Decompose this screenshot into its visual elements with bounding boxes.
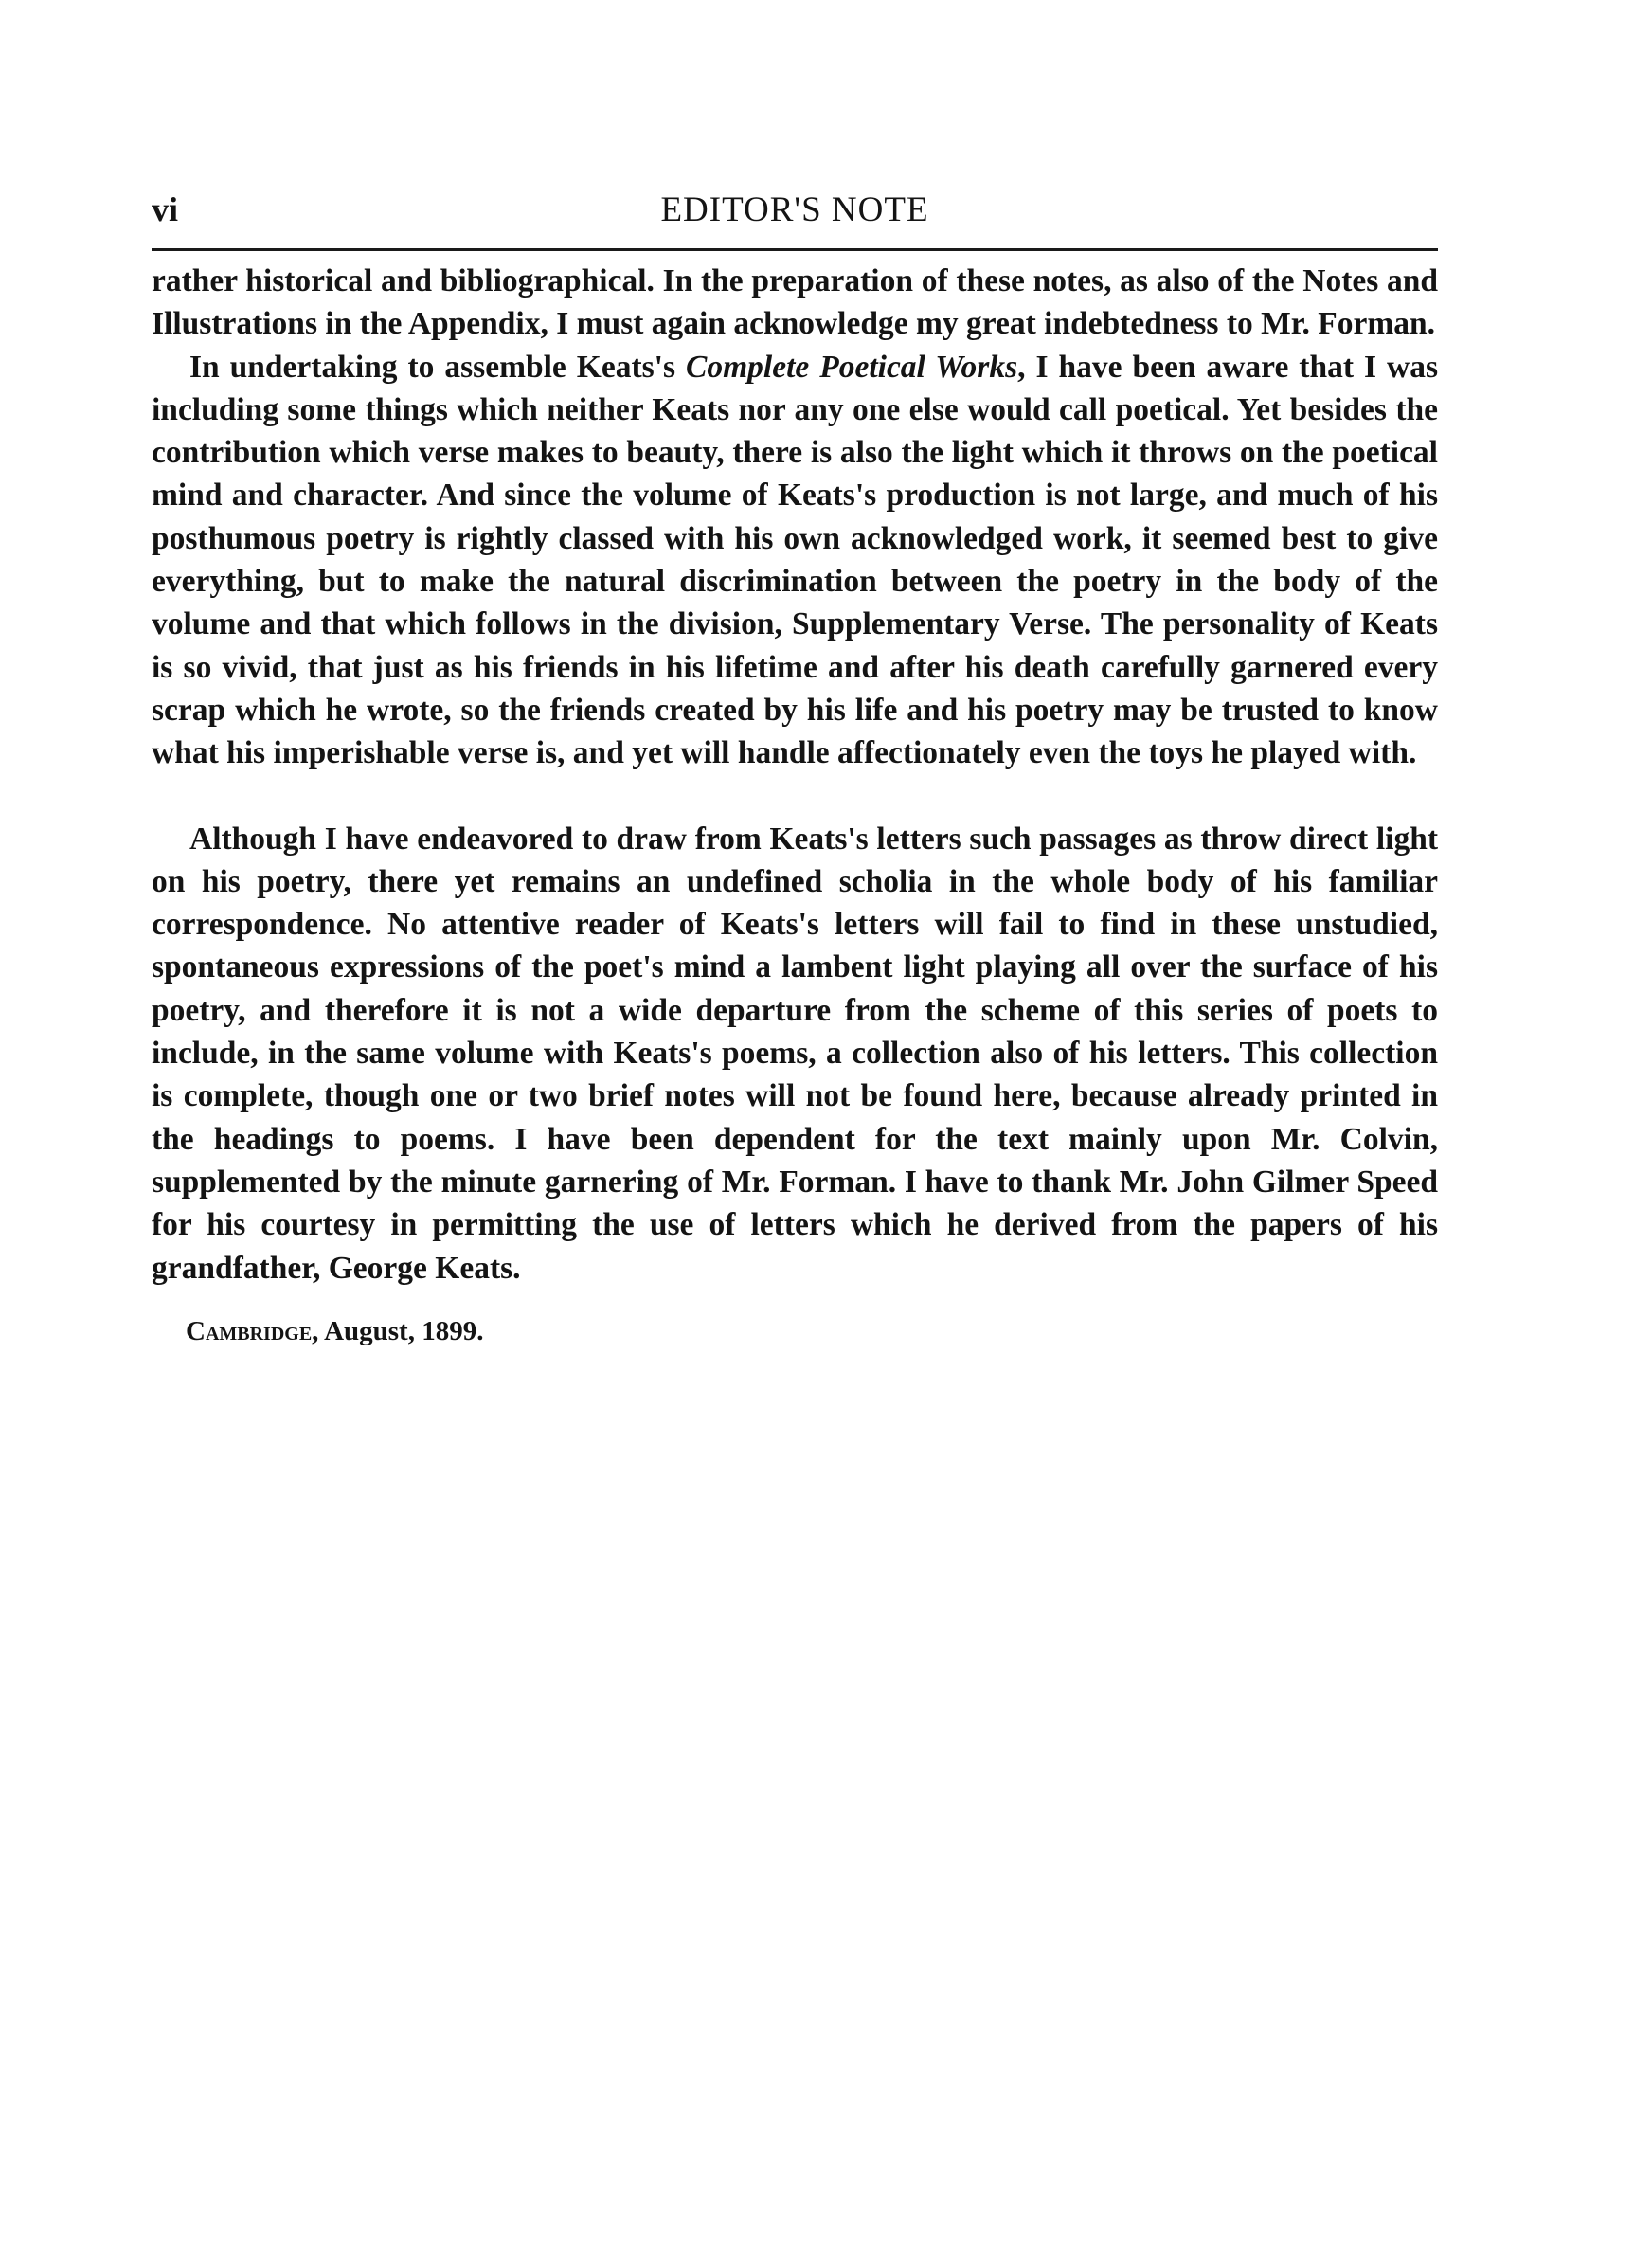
signoff-date: , August, 1899. — [312, 1315, 484, 1346]
page-title: EDITOR'S NOTE — [660, 190, 929, 229]
paragraph-letters: Although I have endeavored to draw from Keats's letters such passages as throw direct light on his poetry, there yet remains an undefined scholia in the whole body of his familiar correspondence. No attentive reader of Keats's letters will fail to find in these unstudied, spontaneous expressions of the poet's mind a lambent light playing all over the surface of his poetry, and therefore it is not a wide departure from the scheme of this series of poets to include, in the same volume with Keats's poems, a collection also of his letters. This collection is complete, though one or two brief notes will not be found here, because already printed in the headings to poems. I have been dependent for the text mainly upon Mr. Colvin, supplemented by the minute garnering of Mr. Forman. I have to thank Mr. John Gilmer Speed for his courtesy in permitting the use of letters which he derived from the papers of his grandfather, George Keats. — [152, 821, 1438, 1286]
page-number: vi — [152, 190, 179, 228]
book-title: Complete Poetical Works — [686, 349, 1018, 385]
signoff — [152, 1310, 1438, 1353]
header-rule — [152, 248, 1438, 251]
signoff-place: Cambridge — [186, 1315, 313, 1346]
paragraph-text: , I have been aware that I was including some things which neither Keats nor any one else would call poetical. Yet besides the contribution which verse makes to beauty, there is also the light which it throws on the poetical mind and character. And since the volume of Keats's production is not large, and much of his posthumous poetry is rightly classed with his own acknowledged work, it seemed best to give everything, but to make the natural discrimination between the poetry in the body of the volume and that which follows in the division, Supplementary Verse. The personality of Keats is so vivid, that just as his friends in his lifetime and after his death carefully garnered every scrap which he wrote, so the friends created by his life and his poetry may be trusted to know what his imperishable verse is, and yet will handle affectionately even the toys he played with. — [152, 349, 1438, 771]
paragraph-text: In undertaking to assemble Keats's — [189, 349, 686, 385]
running-head — [152, 190, 1438, 243]
paragraph-complete-works — [152, 346, 1438, 775]
editors-note-text — [152, 260, 1438, 1353]
paragraph-continued: rather historical and bibliographical. In the preparation of these notes, as also of the Notes and Illustrations in the Appendix, I must again acknowledge my great indebtedness to Mr. Forman. — [152, 263, 1438, 342]
